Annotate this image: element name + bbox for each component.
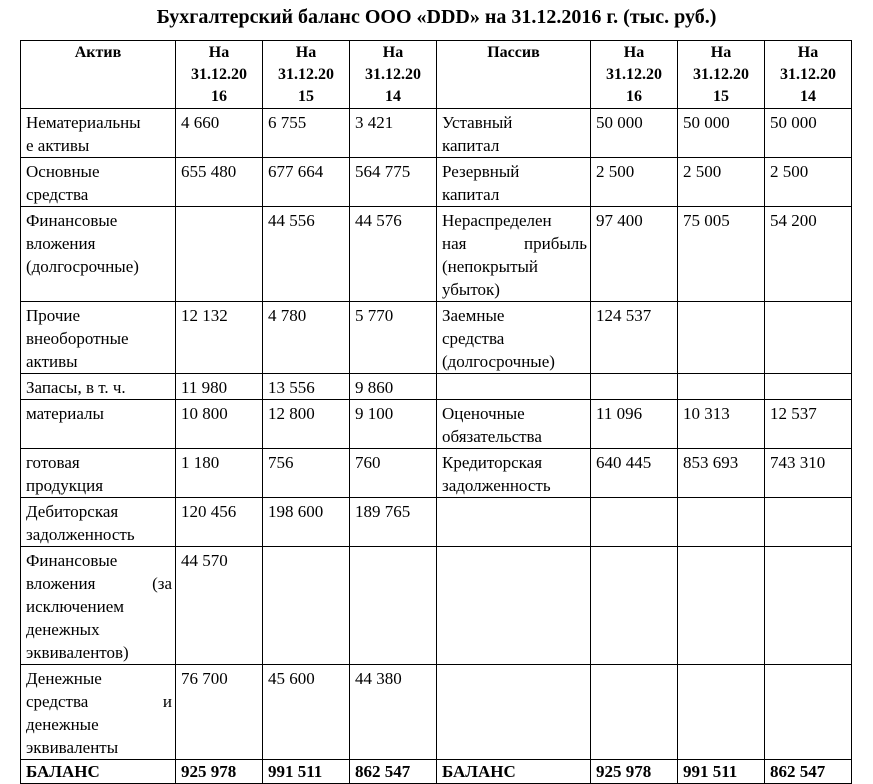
asset-value-cell: 1 180 [176, 449, 263, 498]
asset-value-cell: 760 [350, 449, 437, 498]
asset-name-cell [21, 374, 176, 400]
date-header-line: 31.12.20 [278, 66, 334, 83]
asset-value-cell: 3 421 [350, 109, 437, 158]
liability-value-cell [591, 498, 678, 547]
asset-value-cell: 10 800 [176, 400, 263, 449]
cell-line: эквивалентов) [26, 643, 129, 662]
date-header-line: На [797, 44, 819, 61]
cell-line: обязательства [442, 427, 542, 446]
liability-value-cell [765, 374, 852, 400]
document-title: Бухгалтерский баланс ООО «DDD» на 31.12.2016 г. (тыс. руб.) [156, 6, 717, 28]
liability-value-cell [765, 498, 852, 547]
cell-line: Дебиторская [26, 502, 119, 521]
cell-line: Финансовые [26, 551, 118, 570]
cell-line: продукция [26, 476, 104, 495]
liability-value-cell: 54 200 [765, 207, 852, 302]
liability-value-cell [591, 665, 678, 760]
liability-value-cell: 50 000 [591, 109, 678, 158]
cell-line: Финансовые [26, 211, 118, 230]
asset-value-cell: 198 600 [263, 498, 350, 547]
asset-name-cell [21, 400, 176, 449]
date-header-line: 14 [800, 88, 816, 105]
table-row [21, 109, 852, 158]
liability-name-cell [437, 207, 591, 302]
asset-name-cell [21, 547, 176, 665]
liability-value-cell: 97 400 [591, 207, 678, 302]
asset-value-cell: 756 [263, 449, 350, 498]
liability-value-cell: 2 500 [765, 158, 852, 207]
liability-value-cell: 640 445 [591, 449, 678, 498]
asset-value-cell: 44 570 [176, 547, 263, 665]
asset-value-cell: 6 755 [263, 109, 350, 158]
cell-line: капитал [442, 185, 500, 204]
liability-name-cell [437, 109, 591, 158]
date-header-line: 14 [385, 88, 401, 105]
asset-value-cell: 12 800 [263, 400, 350, 449]
cell-line: (непокрытый [442, 257, 539, 276]
asset-value-cell: 76 700 [176, 665, 263, 760]
asset-value-cell: 4 780 [263, 302, 350, 374]
header-row [21, 41, 852, 109]
liability-name-cell [437, 665, 591, 760]
liability-value-cell: 10 313 [678, 400, 765, 449]
total-row [21, 760, 852, 784]
total-asset-value: 862 547 [350, 760, 437, 784]
cell-line: вложения [26, 234, 96, 253]
date-header-line: 31.12.20 [365, 66, 421, 83]
cell-line: Нематериальны [26, 113, 141, 132]
balance-sheet-table [20, 40, 852, 784]
cell-line: средства и [26, 692, 172, 711]
liability-value-cell [591, 547, 678, 665]
date-column-header [350, 41, 437, 109]
liability-name-cell [437, 302, 591, 374]
asset-value-cell [350, 547, 437, 665]
cell-line: Резервный [442, 162, 520, 181]
asset-value-cell: 12 132 [176, 302, 263, 374]
asset-value-cell: 655 480 [176, 158, 263, 207]
asset-value-cell: 564 775 [350, 158, 437, 207]
total-asset-label: БАЛАНС [21, 760, 176, 784]
table-row [21, 302, 852, 374]
cell-line: эквиваленты [26, 738, 119, 757]
liability-value-cell [678, 374, 765, 400]
date-header-line: 16 [626, 88, 642, 105]
table-row [21, 374, 852, 400]
asset-name-cell [21, 498, 176, 547]
asset-name-cell [21, 158, 176, 207]
cell-line: Основные [26, 162, 100, 181]
date-header-line: 16 [211, 88, 227, 105]
liability-value-cell: 12 537 [765, 400, 852, 449]
asset-value-cell: 9 100 [350, 400, 437, 449]
cell-line: средства [26, 185, 89, 204]
liability-value-cell: 853 693 [678, 449, 765, 498]
cell-line: средства [442, 329, 505, 348]
cell-line: денежные [26, 715, 99, 734]
liability-value-cell: 50 000 [765, 109, 852, 158]
asset-value-cell: 677 664 [263, 158, 350, 207]
liability-value-cell [765, 302, 852, 374]
table-row [21, 158, 852, 207]
asset-value-cell: 11 980 [176, 374, 263, 400]
cell-line: Нераспределен [442, 211, 552, 230]
table-row [21, 400, 852, 449]
date-column-header [678, 41, 765, 109]
total-liability-value: 991 511 [678, 760, 765, 784]
cell-line: (долгосрочные) [26, 257, 139, 276]
asset-value-cell [176, 207, 263, 302]
date-header-line: На [295, 44, 317, 61]
liability-name-cell [437, 547, 591, 665]
liability-value-cell: 124 537 [591, 302, 678, 374]
date-header-line: 31.12.20 [780, 66, 836, 83]
liability-name-cell [437, 158, 591, 207]
asset-value-cell: 5 770 [350, 302, 437, 374]
asset-name-cell [21, 449, 176, 498]
asset-value-cell: 45 600 [263, 665, 350, 760]
liability-value-cell [765, 547, 852, 665]
liability-value-cell: 2 500 [678, 158, 765, 207]
table-row [21, 665, 852, 760]
asset-value-cell: 4 660 [176, 109, 263, 158]
date-column-header [591, 41, 678, 109]
liability-name-cell [437, 498, 591, 547]
asset-value-cell: 189 765 [350, 498, 437, 547]
table-row [21, 547, 852, 665]
date-header-line: На [623, 44, 645, 61]
asset-name-cell [21, 207, 176, 302]
cell-line: Прочие [26, 306, 81, 325]
table-row [21, 207, 852, 302]
cell-line: ная прибыль [442, 234, 587, 253]
date-header-line: 31.12.20 [693, 66, 749, 83]
date-header-line: На [710, 44, 732, 61]
asset-value-cell [263, 547, 350, 665]
cell-line: е активы [26, 136, 90, 155]
cell-line: задолженность [26, 525, 135, 544]
total-asset-value: 925 978 [176, 760, 263, 784]
total-liability-value: 862 547 [765, 760, 852, 784]
cell-line: материалы [26, 404, 104, 423]
date-header-line: 31.12.20 [606, 66, 662, 83]
cell-line: задолженность [442, 476, 551, 495]
cell-line: денежных [26, 620, 100, 639]
cell-line: исключением [26, 597, 125, 616]
cell-line: Оценочные [442, 404, 525, 423]
total-liability-value: 925 978 [591, 760, 678, 784]
date-column-header [176, 41, 263, 109]
asset-value-cell: 44 380 [350, 665, 437, 760]
total-asset-value: 991 511 [263, 760, 350, 784]
liability-value-cell: 2 500 [591, 158, 678, 207]
asset-value-cell: 9 860 [350, 374, 437, 400]
asset-value-cell: 44 556 [263, 207, 350, 302]
liability-value-cell: 743 310 [765, 449, 852, 498]
cell-line: Заемные [442, 306, 505, 325]
asset-name-cell [21, 302, 176, 374]
liability-value-cell: 11 096 [591, 400, 678, 449]
liability-name-cell [437, 449, 591, 498]
liabilities-column-header: Пассив [437, 41, 591, 109]
liability-value-cell [678, 302, 765, 374]
asset-name-cell [21, 109, 176, 158]
cell-line: вложения (за [26, 574, 172, 593]
liability-value-cell [678, 547, 765, 665]
liability-value-cell [765, 665, 852, 760]
cell-line: Кредиторская [442, 453, 543, 472]
date-header-line: 31.12.20 [191, 66, 247, 83]
asset-value-cell: 120 456 [176, 498, 263, 547]
cell-line: готовая [26, 453, 80, 472]
liability-value-cell: 75 005 [678, 207, 765, 302]
cell-line: Уставный [442, 113, 513, 132]
cell-line: убыток) [442, 280, 500, 299]
liability-name-cell [437, 374, 591, 400]
date-column-header [263, 41, 350, 109]
date-header-line: На [382, 44, 404, 61]
liability-value-cell [678, 665, 765, 760]
assets-column-header: Актив [21, 41, 176, 109]
liability-value-cell [591, 374, 678, 400]
cell-line: активы [26, 352, 78, 371]
liability-value-cell [678, 498, 765, 547]
date-header-line: 15 [298, 88, 314, 105]
cell-line: внеоборотные [26, 329, 129, 348]
table-row [21, 449, 852, 498]
date-column-header [765, 41, 852, 109]
cell-line: Денежные [26, 669, 102, 688]
liability-value-cell: 50 000 [678, 109, 765, 158]
cell-line: капитал [442, 136, 500, 155]
asset-value-cell: 13 556 [263, 374, 350, 400]
asset-value-cell: 44 576 [350, 207, 437, 302]
cell-line: (долгосрочные) [442, 352, 555, 371]
asset-name-cell [21, 665, 176, 760]
cell-line: Запасы, в т. ч. [26, 378, 126, 397]
table-row [21, 498, 852, 547]
total-liability-label: БАЛАНС [437, 760, 591, 784]
liability-name-cell [437, 400, 591, 449]
date-header-line: 15 [713, 88, 729, 105]
date-header-line: На [208, 44, 230, 61]
